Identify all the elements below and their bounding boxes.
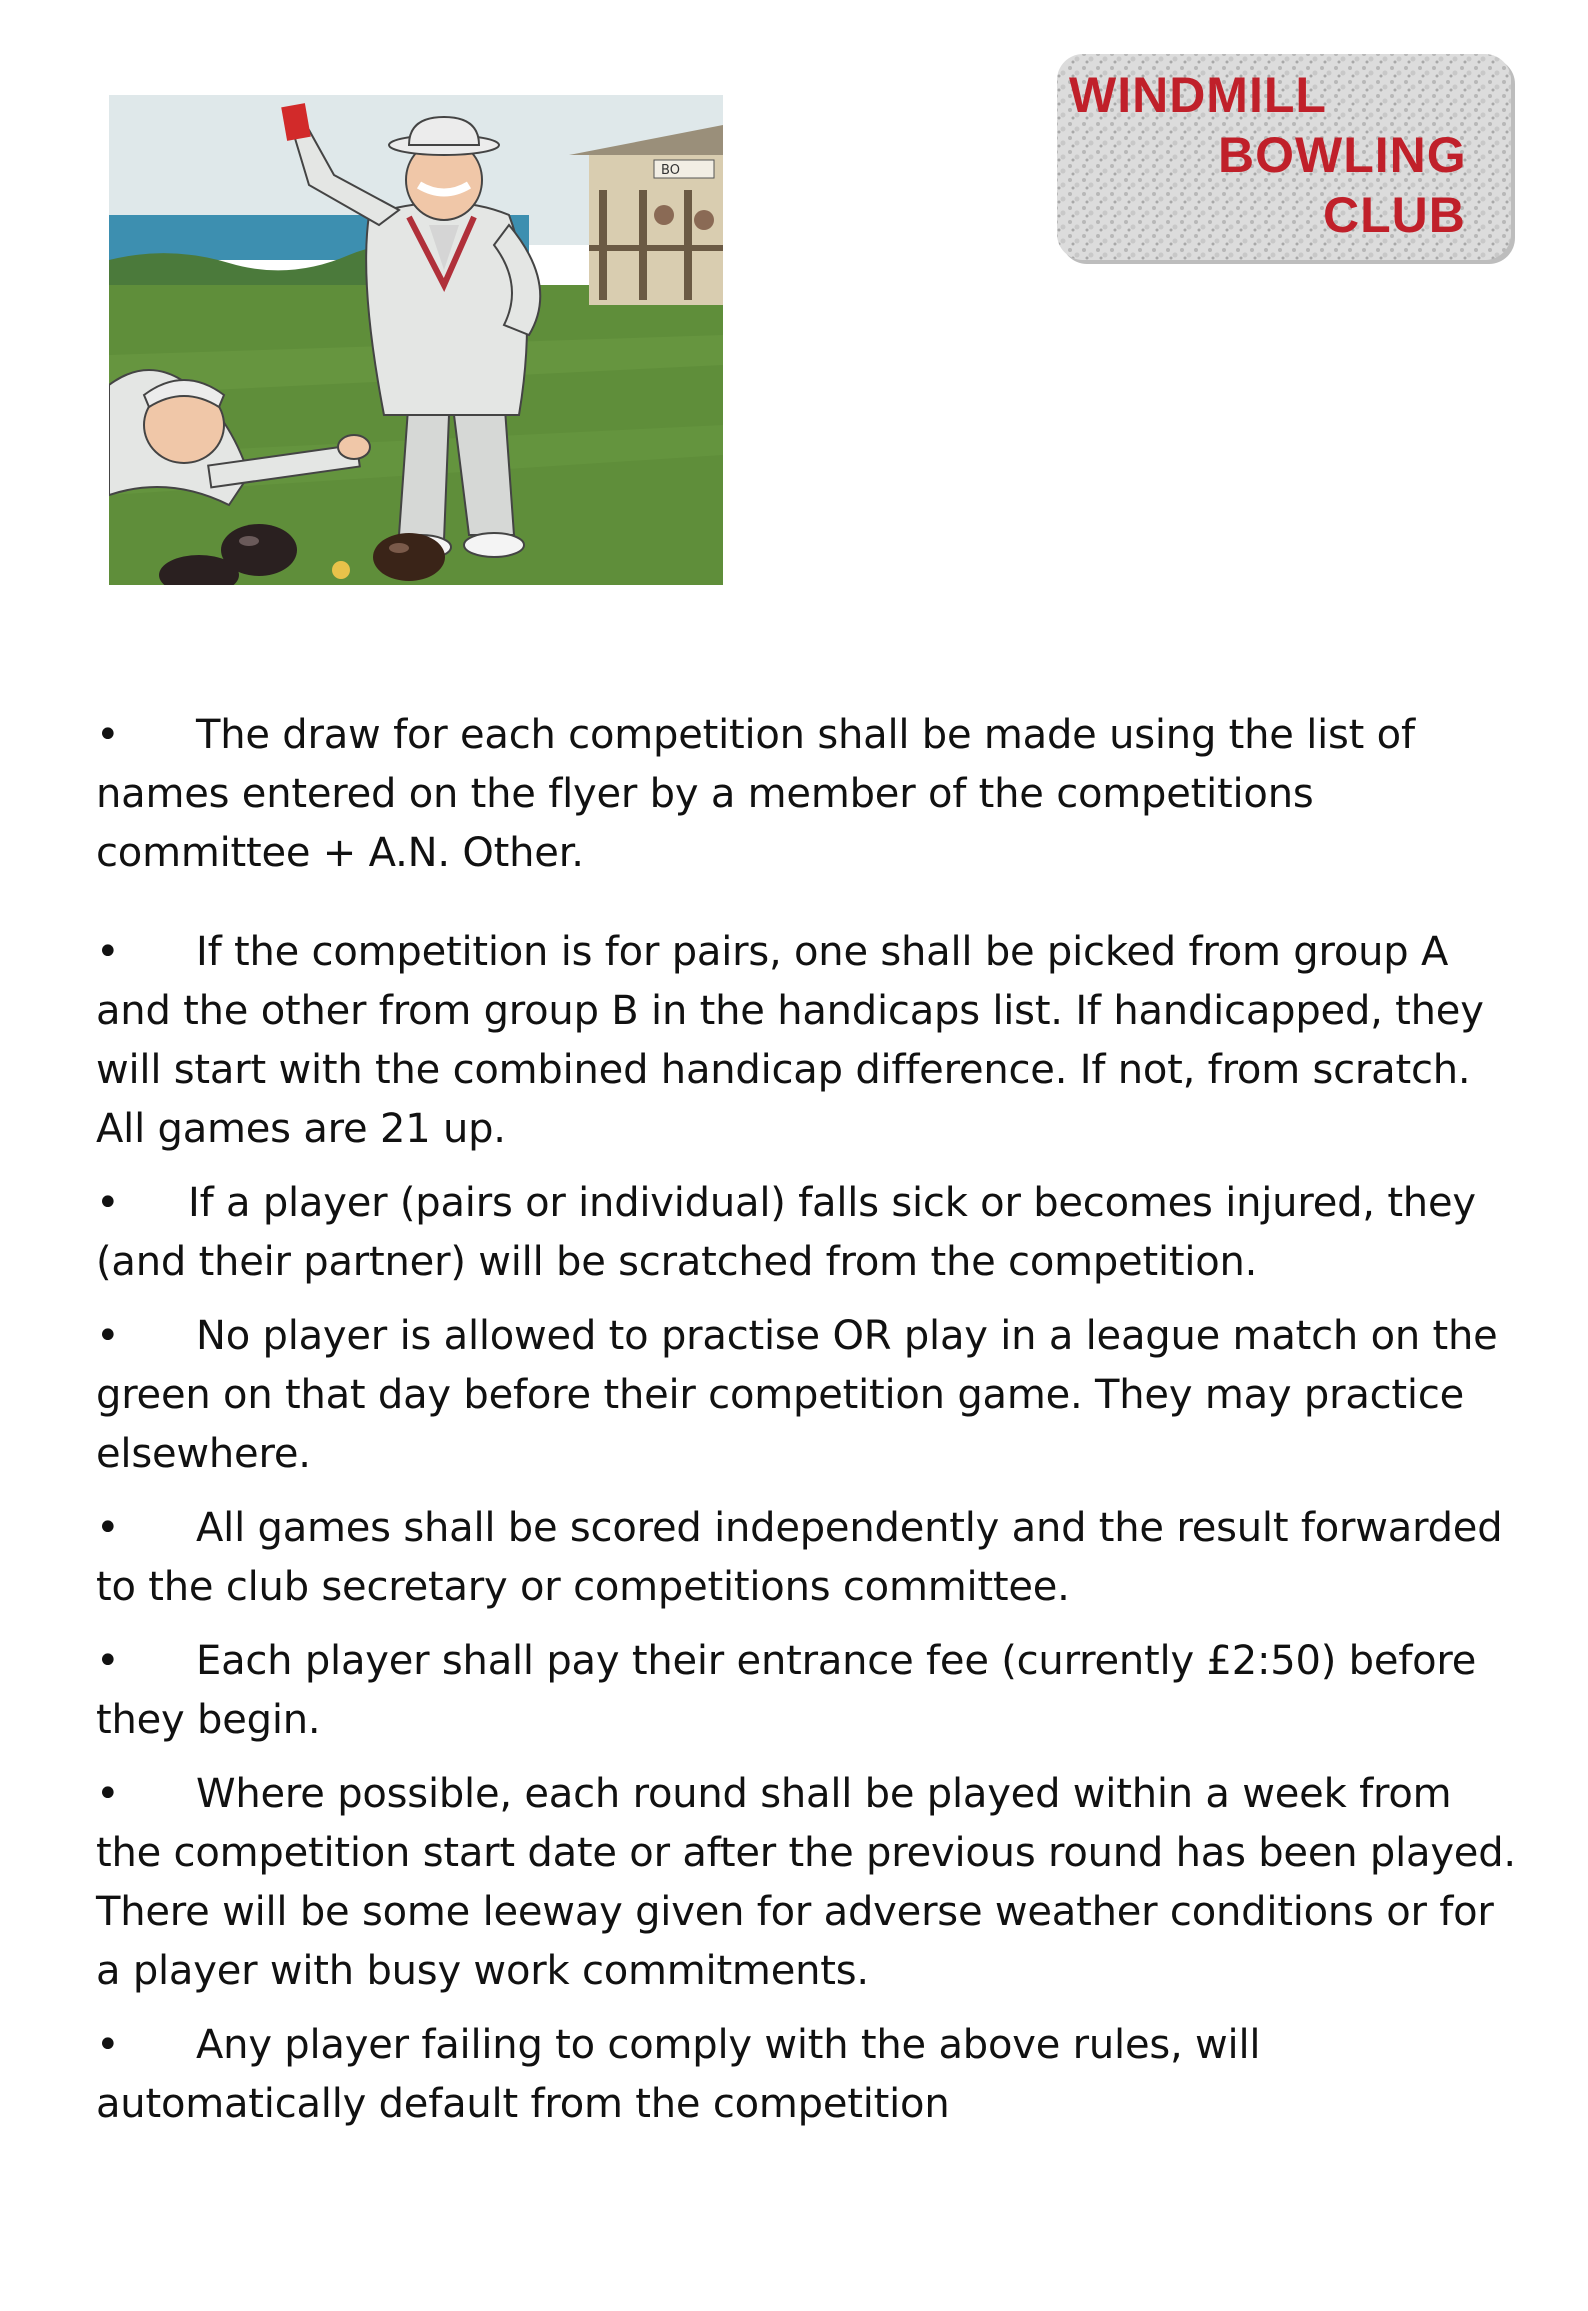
bowls-cartoon-image — [109, 95, 723, 585]
rule-item — [96, 2016, 1516, 2134]
bullet: • — [96, 1180, 120, 1226]
rule-text: Each player shall pay their entrance fee (currently £2:50) before they begin. — [96, 1638, 1477, 1743]
competition-rules-list — [96, 706, 1516, 2134]
rule-item — [96, 1632, 1516, 1750]
bullet: • — [96, 929, 120, 975]
rule-text: Where possible, each round shall be played within a week from the competition start date or after the previous round has been played. There will be some leeway given for adverse weather conditions or for a player with busy work commitments. — [96, 1771, 1516, 1994]
bullet: • — [96, 1771, 120, 1817]
rule-text: If the competition is for pairs, one shall be picked from group A and the other from group B in the handicaps list. If handicapped, they will start with the combined handicap difference. If not, from scratch. All games are 21 up. — [96, 929, 1484, 1152]
bullet: • — [96, 1313, 120, 1359]
rule-item — [96, 923, 1516, 1159]
rule-item — [96, 1765, 1516, 2001]
bowls-cartoon-drawing — [109, 95, 723, 585]
rule-item — [96, 706, 1516, 883]
rule-text: Any player failing to comply with the above rules, will automatically default from the competition — [96, 2022, 1261, 2127]
bullet: • — [96, 1638, 120, 1684]
windmill-bowling-club-logo — [1053, 50, 1523, 272]
rule-item — [96, 1499, 1516, 1617]
logo-text-club: CLUB — [1323, 187, 1466, 243]
rule-text: No player is allowed to practise OR play in a league match on the green on that day before their competition game. They may practice elsewhere. — [96, 1313, 1498, 1477]
club-logo-graphic — [1053, 50, 1523, 272]
rule-item — [96, 1307, 1516, 1484]
pavilion-sign-text: BO — [661, 163, 680, 178]
rule-text: If a player (pairs or individual) falls sick or becomes injured, they (and their partner) will be scratched from the competition. — [96, 1180, 1476, 1285]
bullet: • — [96, 1505, 120, 1551]
bullet: • — [96, 712, 120, 758]
rule-item — [96, 1174, 1516, 1292]
logo-text-bowling: BOWLING — [1218, 127, 1467, 183]
rule-text: The draw for each competition shall be made using the list of names entered on the flyer by a member of the competitions committee + A.N. Other. — [96, 712, 1415, 876]
rule-text: All games shall be scored independently and the result forwarded to the club secretary or competitions committee. — [96, 1505, 1503, 1610]
bullet: • — [96, 2022, 120, 2068]
logo-text-windmill: WINDMILL — [1069, 67, 1327, 123]
